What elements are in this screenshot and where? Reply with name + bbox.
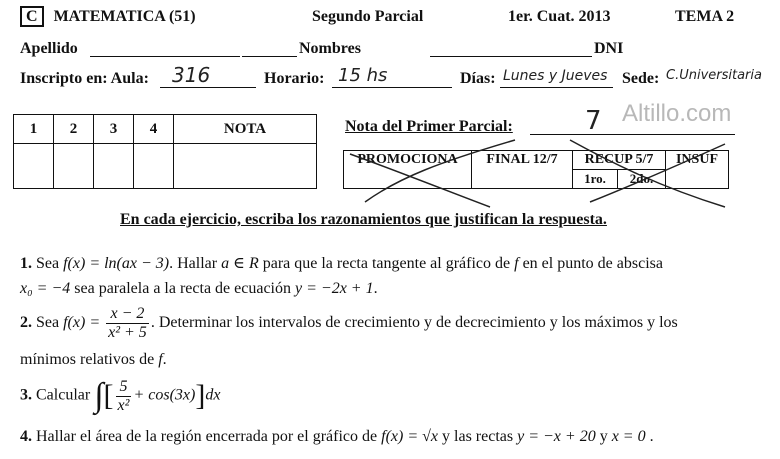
exercise-4-number: 4. bbox=[20, 428, 32, 445]
exercise-2-f: f bbox=[158, 351, 163, 368]
exercise-2-fraction bbox=[106, 305, 149, 341]
grade-cell-4 bbox=[134, 144, 174, 189]
exercise-2-text: . bbox=[162, 351, 167, 368]
nombres-line bbox=[242, 56, 297, 57]
exercise-4 bbox=[20, 428, 654, 446]
exercise-1-text: . bbox=[373, 280, 378, 297]
exercise-1-text: en el punto de abscisa bbox=[522, 255, 663, 272]
exercise-1-text: para que la recta tangente al gráfico de bbox=[262, 255, 511, 272]
inscripto-label: Inscripto en: Aula: bbox=[20, 70, 149, 87]
exercise-2-denominator: x² + 5 bbox=[108, 323, 147, 341]
grade-header-1: 1 bbox=[14, 115, 54, 144]
right-bracket: ] bbox=[195, 379, 206, 412]
exercise-4-function: f(x) = √x bbox=[381, 428, 439, 445]
exercise-4-line-2: x = 0 bbox=[611, 428, 646, 445]
exercise-1-f: f bbox=[514, 255, 519, 272]
status-final: FINAL 12/7 bbox=[472, 151, 573, 189]
status-recup-2do: 2do. bbox=[617, 170, 665, 189]
exercise-4-text: Hallar el área de la región encerrada por el gráfico de bbox=[36, 428, 378, 445]
horario-line bbox=[332, 87, 452, 88]
status-recup: RECUP 5/7 bbox=[573, 151, 666, 170]
cross-out-marks bbox=[340, 132, 740, 212]
apellido-line bbox=[90, 56, 240, 57]
horario-label: Horario: bbox=[264, 70, 325, 87]
exercise-3-cos-term: + cos(3x) bbox=[133, 386, 196, 404]
term-label: 1er. Cuat. 2013 bbox=[508, 8, 611, 25]
exercise-1-number: 1. bbox=[20, 255, 32, 272]
sede-value: C.Universitaria bbox=[666, 68, 762, 83]
exercise-1-text: Sea bbox=[36, 255, 60, 272]
exercise-4-text: y bbox=[599, 428, 608, 445]
status-insuf: INSUF bbox=[666, 151, 729, 189]
status-recup-1ro: 1ro. bbox=[573, 170, 618, 189]
exercise-3-number: 3. bbox=[20, 386, 32, 404]
dias-label: Días: bbox=[460, 70, 496, 87]
subject-title: MATEMATICA (51) bbox=[53, 8, 196, 25]
grades-table bbox=[13, 114, 317, 189]
exercise-1-text: . Hallar bbox=[169, 255, 218, 272]
exam-name: Segundo Parcial bbox=[312, 8, 424, 25]
apellido-label: Apellido bbox=[20, 40, 78, 57]
exercise-1-line-equation: y = −2x + 1 bbox=[295, 280, 374, 297]
tema-letter-box: C bbox=[20, 6, 44, 27]
exercise-2-line-1 bbox=[20, 305, 678, 341]
horario-value: 15 hs bbox=[338, 65, 388, 86]
exercise-2-text: mínimos relativos de bbox=[20, 351, 155, 368]
exercise-2-function: f(x) = bbox=[63, 313, 101, 331]
grade-header-2: 2 bbox=[54, 115, 94, 144]
dias-value: Lunes y Jueves bbox=[503, 68, 608, 84]
exercise-4-line-1: y = −x + 20 bbox=[517, 428, 596, 445]
exercise-1-line-2 bbox=[20, 280, 378, 298]
watermark: Altillo.com bbox=[622, 100, 732, 127]
sede-label: Sede: bbox=[622, 70, 660, 87]
exercise-3-numerator: 5 bbox=[116, 378, 132, 397]
header-row bbox=[20, 8, 196, 26]
dni-line bbox=[430, 56, 592, 57]
exercise-1-abscissa: x₀ = −4 bbox=[20, 280, 71, 297]
exercise-3-fraction bbox=[116, 378, 132, 414]
exercise-3 bbox=[20, 377, 220, 415]
exercise-4-text: y las rectas bbox=[442, 428, 514, 445]
exercise-1-line-1 bbox=[20, 253, 663, 273]
grade-cell-nota bbox=[174, 144, 317, 189]
grade-header-3: 3 bbox=[94, 115, 134, 144]
grade-cell-1 bbox=[14, 144, 54, 189]
cross-stroke-4 bbox=[590, 144, 725, 202]
exercise-2-text: Sea bbox=[36, 313, 60, 331]
exercise-1-text: sea paralela a la recta de ecuación bbox=[74, 280, 291, 297]
first-partial-label: Nota del Primer Parcial: bbox=[345, 118, 513, 135]
cross-stroke-3 bbox=[570, 140, 725, 207]
exercise-2-text: . Determinar los intervalos de crecimiento y de decrecimiento y los máximos y los bbox=[150, 313, 678, 331]
exercise-3-text: Calcular bbox=[36, 386, 91, 404]
exercise-3-dx: dx bbox=[205, 386, 221, 404]
aula-value: 316 bbox=[172, 63, 211, 87]
tema-label: TEMA 2 bbox=[675, 8, 735, 25]
instruction: En cada ejercicio, escriba los razonamientos que justifican la respuesta. bbox=[120, 211, 607, 228]
dias-line bbox=[500, 87, 613, 88]
left-bracket: [ bbox=[103, 379, 114, 412]
first-partial-value: 7 bbox=[585, 106, 602, 136]
grade-cell-2 bbox=[54, 144, 94, 189]
cross-stroke-1 bbox=[350, 154, 490, 207]
exercise-2-line-2 bbox=[20, 351, 167, 369]
exercise-2-number: 2. bbox=[20, 313, 32, 331]
dni-label: DNI bbox=[594, 40, 624, 57]
integral-sign: ∫ bbox=[94, 377, 104, 414]
cross-stroke-2 bbox=[365, 140, 515, 202]
status-promociona: PROMOCIONA bbox=[344, 151, 472, 189]
exercise-2-numerator: x − 2 bbox=[106, 305, 149, 324]
aula-line bbox=[160, 87, 256, 88]
exercise-1-parameter: a ∈ R bbox=[221, 255, 259, 272]
nombres-label: Nombres bbox=[299, 40, 361, 57]
grade-cell-3 bbox=[94, 144, 134, 189]
grade-header-nota: NOTA bbox=[174, 115, 317, 144]
grade-header-4: 4 bbox=[134, 115, 174, 144]
exercise-4-text: . bbox=[649, 428, 654, 445]
exercise-3-denominator: x² bbox=[117, 396, 130, 414]
exercise-1-function: f(x) = ln(ax − 3) bbox=[63, 255, 170, 272]
